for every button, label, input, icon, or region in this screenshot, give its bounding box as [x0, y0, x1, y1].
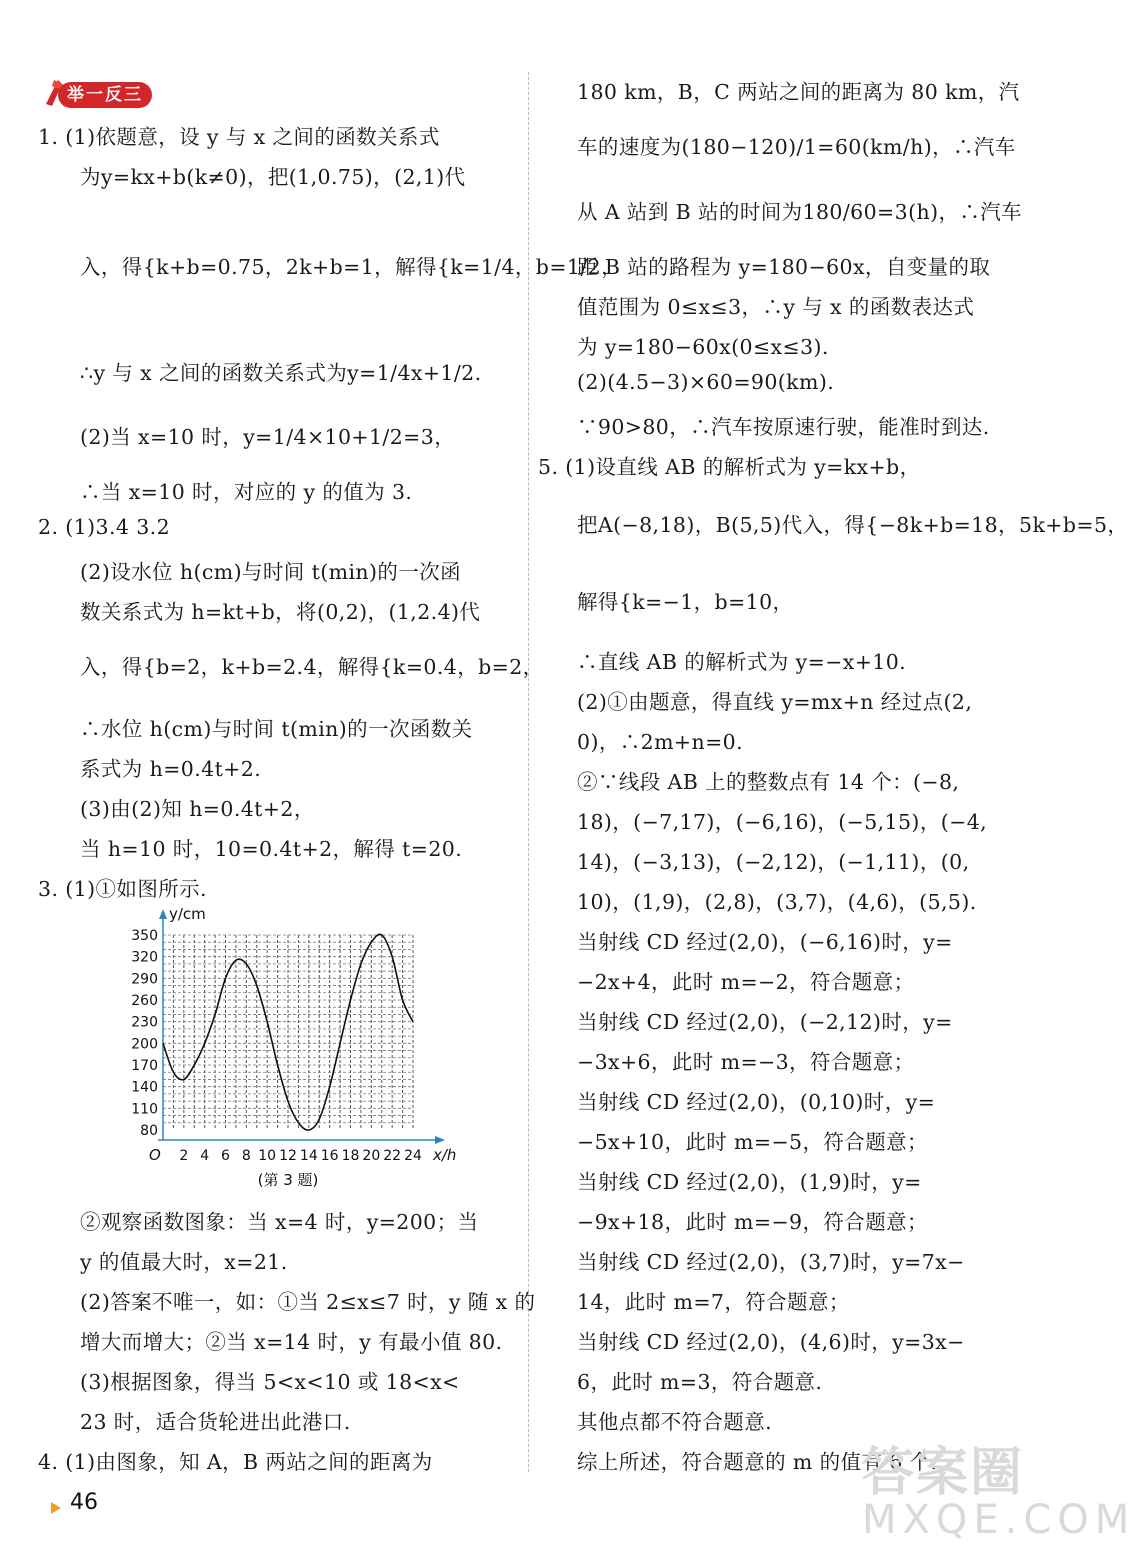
- x-tick-label: 2: [179, 1148, 189, 1164]
- right-line: 值范围为 0≤x≤3，∴y 与 x 的函数表达式: [577, 295, 975, 319]
- watermark-line1: 答案圈: [862, 1443, 1025, 1503]
- x-tick-label: 4: [200, 1148, 210, 1164]
- right-line: (2)①由题意，得直线 y=mx+n 经过点(2,: [577, 690, 973, 714]
- left-line: 数关系式为 h=kt+b，将(0,2)，(1,2.4)代: [80, 600, 481, 624]
- right-line: 180 km，B，C 两站之间的距离为 80 km，汽: [577, 80, 1020, 104]
- left-line: 增大而增大；②当 x=14 时，y 有最小值 80.: [80, 1330, 503, 1354]
- page-number: 46: [70, 1490, 98, 1515]
- right-line: 解得{k=−1，b=10，: [577, 590, 794, 614]
- right-line: 当射线 CD 经过(2,0)，(−2,12)时，y=: [577, 1010, 953, 1034]
- y-tick-label: 110: [131, 1101, 158, 1118]
- watermark-line2: MXQE.COM: [862, 1497, 1135, 1543]
- x-tick-label: 24: [404, 1148, 422, 1164]
- x-tick-label: 14: [299, 1148, 318, 1164]
- left-line: 系式为 h=0.4t+2.: [80, 757, 262, 781]
- right-line: 0)，∴2m+n=0.: [577, 730, 744, 754]
- y-tick-label: 320: [131, 949, 158, 966]
- y-tick-label: 80: [140, 1123, 158, 1139]
- left-line: 4. (1)由图象，知 A，B 两站之间的距离为: [38, 1450, 433, 1474]
- origin-label: O: [149, 1146, 161, 1164]
- right-line: 综上所述，符合题意的 m 的值有 6 个.: [577, 1450, 938, 1474]
- section-badge: 举一反三: [58, 82, 152, 108]
- left-line: 入，得{b=2，k+b=2.4，解得{k=0.4，b=2，: [80, 655, 544, 679]
- right-line: 当射线 CD 经过(2,0)，(0,10)时，y=: [577, 1090, 936, 1114]
- right-line: 车的速度为(180−120)/1=60(km/h)，∴汽车: [577, 135, 1016, 159]
- y-tick-label: 230: [131, 1014, 158, 1031]
- left-line: ∴y 与 x 之间的函数关系式为y=1/4x+1/2.: [80, 361, 482, 385]
- left-line: ∴当 x=10 时，对应的 y 的值为 3.: [80, 480, 413, 504]
- watermark: [862, 1430, 1135, 1543]
- right-line: −9x+18，此时 m=−9，符合题意；: [577, 1210, 928, 1234]
- right-line: 6，此时 m=3，符合题意.: [577, 1370, 823, 1394]
- y-axis-arrow-icon: [159, 909, 167, 919]
- right-line: 当射线 CD 经过(2,0)，(−6,16)时，y=: [577, 930, 953, 954]
- right-line: (2)(4.5−3)×60=90(km).: [577, 370, 835, 394]
- left-line: 为y=kx+b(k≠0)，把(1,0.75)，(2,1)代: [80, 165, 466, 189]
- right-line: 把A(−8,18)，B(5,5)代入，得{−8k+b=18，5k+b=5，: [577, 513, 1129, 537]
- left-line: (2)设水位 h(cm)与时间 t(min)的一次函: [80, 560, 462, 584]
- right-line: 18)，(−7,17)，(−6,16)，(−5,15)，(−4,: [577, 810, 988, 834]
- left-line: y 的值最大时，x=21.: [80, 1250, 288, 1274]
- y-tick-label: 170: [131, 1058, 158, 1074]
- water-level-chart: [118, 905, 458, 1190]
- right-line: 14，此时 m=7，符合题意；: [577, 1290, 850, 1314]
- right-line: 当射线 CD 经过(2,0)，(4,6)时，y=3x−: [577, 1330, 965, 1354]
- left-line: ∴水位 h(cm)与时间 t(min)的一次函数关: [80, 717, 473, 741]
- x-tick-label: 6: [221, 1148, 230, 1164]
- right-line: 其他点都不符合题意.: [577, 1410, 773, 1434]
- right-line: −5x+10，此时 m=−5，符合题意；: [577, 1130, 928, 1154]
- right-line: 距 B 站的路程为 y=180−60x，自变量的取: [577, 255, 991, 279]
- y-axis-label: y/cm: [169, 905, 206, 923]
- right-line: −3x+6，此时 m=−3，符合题意；: [577, 1050, 915, 1074]
- left-line: (3)由(2)知 h=0.4t+2，: [80, 797, 315, 821]
- y-tick-label: 200: [131, 1036, 158, 1053]
- y-tick-label: 140: [131, 1079, 158, 1096]
- chart-ticks: [131, 928, 422, 1164]
- left-line: ②观察函数图象：当 x=4 时，y=200；当: [80, 1210, 479, 1234]
- left-line: 3. (1)①如图所示.: [38, 877, 207, 901]
- left-line: 2. (1)3.4 3.2: [38, 515, 171, 539]
- right-line: 为 y=180−60x(0≤x≤3).: [577, 335, 829, 359]
- right-line: −2x+4，此时 m=−2，符合题意；: [577, 970, 915, 994]
- right-line: ∴直线 AB 的解析式为 y=−x+10.: [577, 650, 907, 674]
- right-line: 10)，(1,9)，(2,8)，(3,7)，(4,6)，(5,5).: [577, 890, 977, 914]
- right-line: ②∵线段 AB 上的整数点有 14 个：(−8,: [577, 770, 960, 794]
- right-line: 5. (1)设直线 AB 的解析式为 y=kx+b，: [538, 455, 921, 479]
- right-line: 当射线 CD 经过(2,0)，(1,9)时，y=: [577, 1170, 922, 1194]
- x-tick-label: 16: [320, 1148, 339, 1164]
- left-line: 入，得{k+b=0.75，2k+b=1，解得{k=1/4，b=1/2，: [80, 255, 622, 279]
- y-tick-label: 290: [131, 971, 158, 988]
- x-tick-label: 18: [341, 1148, 360, 1164]
- x-axis-arrow-icon: [435, 1136, 445, 1144]
- left-line: 1. (1)依题意，设 y 与 x 之间的函数关系式: [38, 125, 440, 149]
- chart-caption: (第 3 题): [257, 1171, 319, 1189]
- x-tick-label: 10: [258, 1148, 277, 1164]
- column-divider: [528, 72, 529, 1472]
- left-line: 23 时，适合货轮进出此港口.: [80, 1410, 351, 1434]
- left-line: (3)根据图象，得当 5<x<10 或 18<x<: [80, 1370, 460, 1394]
- x-tick-label: 8: [241, 1148, 251, 1164]
- right-line: 当射线 CD 经过(2,0)，(3,7)时，y=7x−: [577, 1250, 965, 1274]
- left-line: (2)当 x=10 时，y=1/4×10+1/2=3，: [80, 425, 456, 449]
- y-tick-label: 350: [131, 928, 158, 944]
- page-marker-icon: [50, 1496, 62, 1520]
- x-axis-label: x/h: [433, 1146, 457, 1164]
- left-line: (2)答案不唯一，如：①当 2≤x≤7 时，y 随 x 的: [80, 1290, 536, 1314]
- right-line: 从 A 站到 B 站的时间为180/60=3(h)，∴汽车: [577, 200, 1023, 224]
- left-line: 当 h=10 时，10=0.4t+2，解得 t=20.: [80, 837, 463, 861]
- x-tick-label: 20: [362, 1148, 381, 1164]
- y-tick-label: 260: [131, 993, 158, 1009]
- right-line: ∵90>80，∴汽车按原速行驶，能准时到达.: [577, 415, 990, 439]
- right-line: 14)，(−3,13)，(−2,12)，(−1,11)，(0,: [577, 850, 970, 874]
- chart-axes: [149, 905, 456, 1164]
- x-tick-label: 12: [279, 1148, 297, 1164]
- x-tick-label: 22: [383, 1148, 402, 1164]
